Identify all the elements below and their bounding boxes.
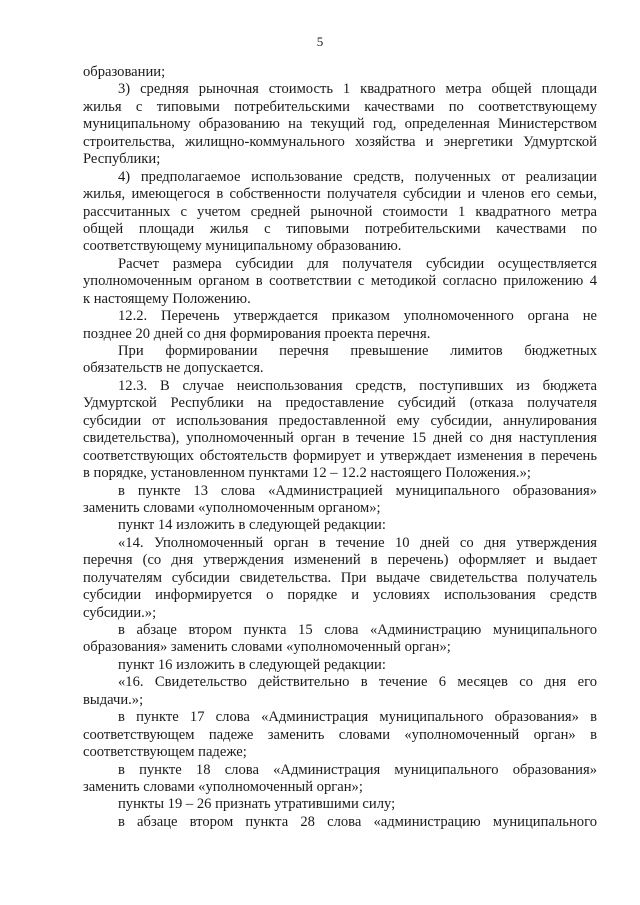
text-line: муниципальному образованию на текущий год, определенная Министерством [83,116,597,133]
text-line: субсидии от использования предоставленной ему субсидии, аннулирования [83,412,597,429]
text-line: перечня (со дня утверждения изменений в перечень) оформляет и выдает [83,552,597,569]
text-line: субсидии информируется о порядке и условиях использования средств [83,587,597,604]
text-line: в абзаце втором пункта 15 слова «Администрацию муниципального [118,622,597,638]
paragraph [83,762,597,797]
text-line: обязательств не допускается. [83,360,264,377]
text-line: пункты 19 – 26 признать утратившими силу; [118,796,396,813]
text-line: в пункте 13 слова «Администрацией муниципального образования» [118,482,597,499]
document-body [83,64,597,831]
text-line: Удмуртской Республики на предоставление субсидий (отказа получателя [83,395,597,412]
paragraph [83,483,597,518]
text-line: соответствующем падеже; [83,744,247,761]
text-line: 12.3. В случае неиспользования средств, поступивших из бюджета [118,377,597,394]
paragraph [83,535,597,622]
text-line: При формировании перечня превышение лимитов бюджетных [118,343,597,359]
text-line: свидетельства), уполномоченный орган в течение 15 дней со дня наступления [83,430,597,447]
text-line: заменить словами «уполномоченный орган»; [83,778,363,795]
text-line: общей площади жилья с типовыми потребительскими качествами по [83,220,597,237]
text-line: «14. Уполномоченный орган в течение 10 дней со дня утверждения [118,534,597,551]
text-line: позднее 20 дней со дня формирования проекта перечня. [83,325,431,342]
text-line: уполномоченным органом в соответствии с методикой согласно приложению 4 [83,273,597,290]
paragraph [83,709,597,761]
page-number: 5 [316,34,324,49]
text-line: жилья, имеющегося в собственности получателя субсидии и членов его семьи, [83,186,597,203]
text-line: соответствующему муниципальному образованию. [83,238,402,255]
paragraph [83,169,597,256]
paragraph [83,378,597,483]
text-line: жилья с типовыми потребительскими качествами по соответствующему [83,98,597,115]
text-line: субсидии.»; [83,604,157,621]
text-line: строительства, жилищно-коммунального хозяйства и энергетики Удмуртской [83,133,597,150]
text-line: пункт 16 изложить в следующей редакции: [118,656,386,673]
paragraph [83,657,597,674]
paragraph [83,674,597,709]
text-line: пункт 14 изложить в следующей редакции: [118,517,386,534]
paragraph [83,64,597,81]
text-line: в абзаце втором пункта 28 слова «администрацию муниципального [118,813,597,830]
text-line: «16. Свидетельство действительно в течение 6 месяцев со дня его [118,674,597,691]
text-line: образования» заменить словами «уполномоченный орган»; [83,639,451,656]
text-line: 12.2. Перечень утверждается приказом уполномоченного органа не [118,308,597,325]
text-line: 4) предполагаемое использование средств, полученных от реализации [118,168,597,185]
paragraph [83,343,597,378]
text-line: заменить словами «уполномоченным органом»; [83,499,381,516]
text-line: получателям субсидии свидетельства. При выдаче свидетельства получатель [83,569,597,586]
paragraph [83,517,597,534]
text-line: в пункте 18 слова «Администрация муниципального образования» [118,761,597,778]
text-line: рассчитанных с учетом средней рыночной стоимости 1 квадратного метра [83,203,597,220]
paragraph [83,622,597,657]
paragraph [83,81,597,168]
text-line: в порядке, установленном пунктами 12 – 12.2 настоящего Положения.»; [83,465,531,482]
text-line: выдачи.»; [83,691,144,708]
text-line: Республики; [83,151,161,168]
text-line: образовании; [83,64,166,80]
paragraph [83,814,597,831]
text-line: соответствующих обстоятельств формирует и утверждает изменения в перечень [83,447,597,464]
paragraph [83,308,597,343]
text-line: соответствующем падеже заменить словами «уполномоченный орган» в [83,726,597,743]
paragraph [83,796,597,813]
text-line: в пункте 17 слова «Администрация муниципального образования» в [118,709,597,726]
text-line: Расчет размера субсидии для получателя субсидии осуществляется [118,255,597,272]
paragraph [83,256,597,308]
text-line: к настоящему Положению. [83,290,251,307]
text-line: 3) средняя рыночная стоимость 1 квадратного метра общей площади [118,81,597,98]
